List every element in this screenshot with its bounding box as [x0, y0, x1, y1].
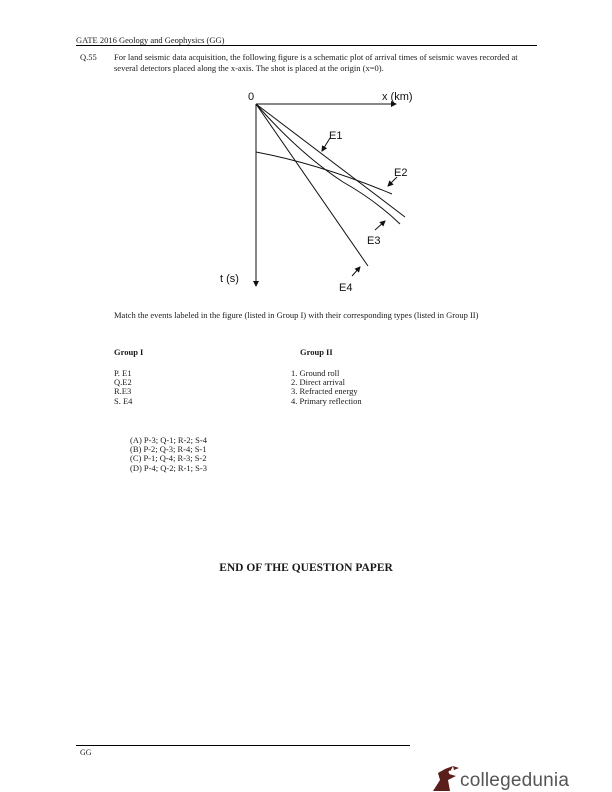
event-label-e1: E1: [329, 130, 343, 142]
group-1-item: S. E4: [114, 395, 133, 406]
question-number: Q.55: [80, 52, 97, 62]
collegedunia-logo: [430, 764, 612, 792]
answer-option-b: (B) P-2; Q-3; R-4; S-1: [130, 444, 207, 455]
answer-options: [130, 436, 207, 473]
event-line-e4: [256, 104, 368, 266]
group-1-list: [114, 369, 132, 406]
group-2-item: 4. Primary reflection: [291, 395, 362, 406]
header-divider: [76, 45, 537, 46]
event-line-e3: [256, 104, 400, 224]
footer-divider: [76, 745, 410, 746]
exam-header-title: GATE 2016 Geology and Geophysics (GG): [76, 35, 225, 45]
answer-option-d: (D) P-4; Q-2; R-1; S-3: [130, 462, 207, 473]
group-2-heading: Group II: [300, 347, 333, 357]
e4-pointer: [352, 267, 360, 276]
group-1-item: P. E1: [114, 368, 132, 378]
end-of-paper-text: END OF THE QUESTION PAPER: [219, 562, 393, 574]
bird-logo-icon: [430, 764, 462, 792]
matching-instructions: Match the events labeled in the figure (listed in Group I) with their corresponding types (listed in Group II): [114, 310, 479, 320]
logo-text: collegedunia: [460, 770, 570, 791]
e3-pointer: [375, 221, 385, 230]
event-line-e1: [256, 104, 408, 217]
group-2-item: 2. Direct arrival: [291, 377, 346, 388]
group-2-item: 3. Refracted energy: [291, 386, 358, 397]
event-label-e4: E4: [339, 282, 353, 294]
group-1-item: Q.E2: [114, 377, 132, 388]
event-line-e2: [256, 152, 392, 194]
group-1-heading: Group I: [114, 347, 144, 357]
answer-option-a: (A) P-3; Q-1; R-2; S-4: [130, 435, 207, 445]
t-axis-label: t (s): [220, 273, 239, 285]
answer-option-c: (C) P-1; Q-4; R-3; S-2: [130, 453, 207, 464]
group-2-list: [291, 369, 362, 406]
arrival-time-figure: [200, 84, 440, 296]
event-label-e3: E3: [367, 235, 381, 247]
footer-text: GG: [80, 748, 92, 757]
group-1-item: R.E3: [114, 386, 132, 397]
group-2-item: 1. Ground roll: [291, 368, 340, 378]
question-text: For land seismic data acquisition, the following figure is a schematic plot of arrival times of seismic waves recorded at several detectors placed along the x-axis. The shot is placed at the origin (x=0).: [114, 52, 518, 73]
x-axis-label: x (km): [382, 91, 413, 103]
event-label-e2: E2: [394, 167, 408, 179]
origin-label: 0: [248, 91, 255, 103]
